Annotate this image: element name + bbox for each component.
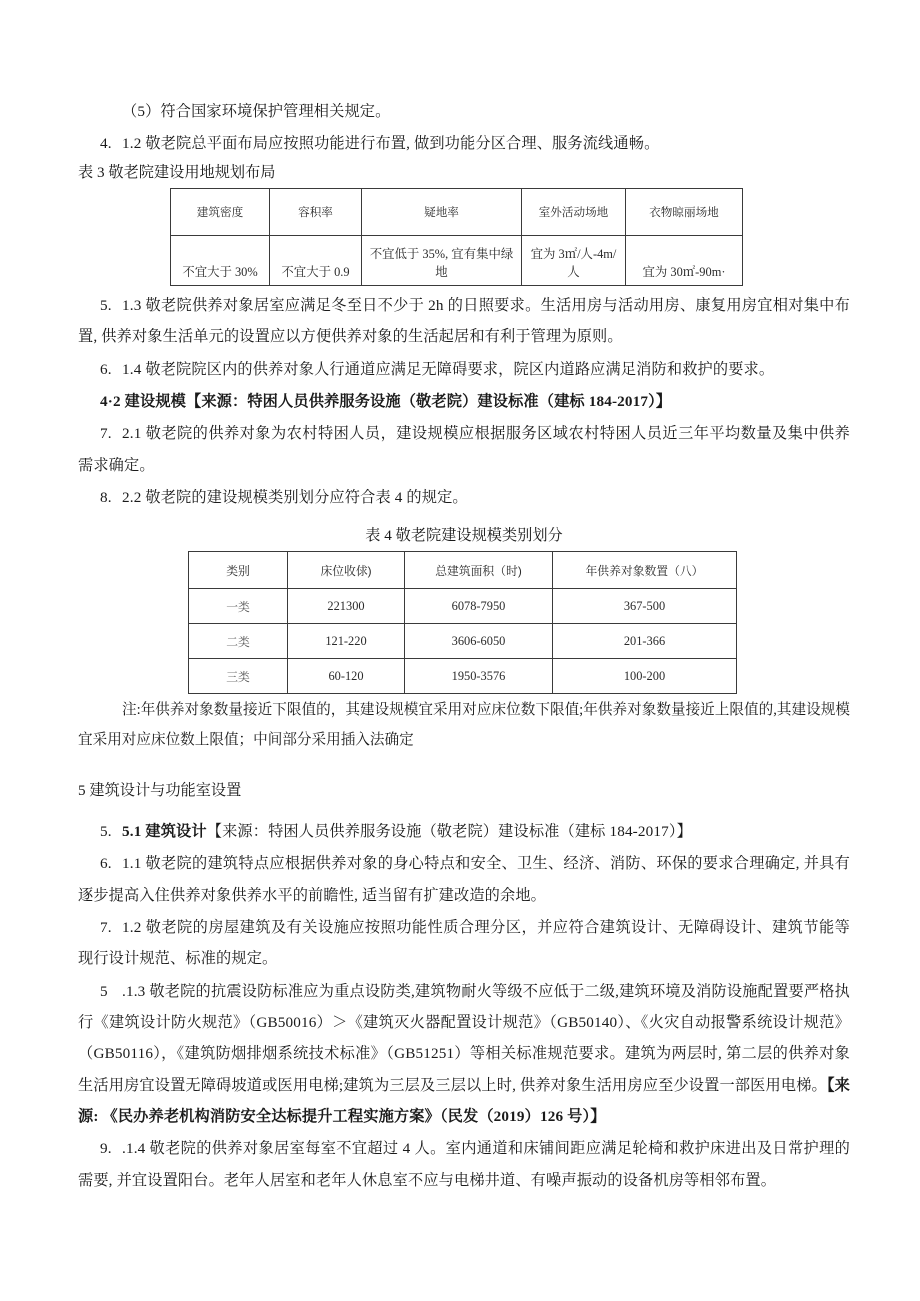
heading-source: 【来源：特困人员供养服务设施（敬老院）建设标准（建标 184-2017）】 xyxy=(186,392,672,410)
table-header-total-floor-area: 总建筑面积（时) xyxy=(405,552,553,589)
spacer xyxy=(78,514,850,524)
table-cell-outdoor-area: 宜为 3㎡/人-4m/人 xyxy=(522,235,626,285)
table-cell-category: 三类 xyxy=(189,659,288,694)
heading-5-1-architecture-design xyxy=(78,816,850,847)
table-cell-area: 1950-3576 xyxy=(405,659,553,694)
table-row xyxy=(189,659,737,694)
table-header-annual-persons: 年供养对象数置（八） xyxy=(553,552,737,589)
table-cell-persons: 201-366 xyxy=(553,624,737,659)
paragraph-text: 1.1 敬老院的建筑特点应根据供养对象的身心特点和安全、卫生、经济、消防、环保的要求合理确定, 并具有逐步提高入住供养对象供养水平的前瞻性, 适当留有扩建改造的余地。 xyxy=(78,855,850,904)
table-cell-beds: 121-220 xyxy=(288,624,405,659)
paragraph-text: .1.3 敬老院的抗震设防标准应为重点设防类,建筑物耐火等级不应低于二级,建筑环境及消防设施配置要严格执行《建筑设计防火规范》（GB50016）＞《建筑灭火器配置设计规范》（GB50140）、《火灾自动报警系统设计规范》（GB50116），《建筑防烟排烟系统技术标准》（GB51251）等相关标准规范要求。建筑为两层时, 第二层的供养对象生活用房宜设置无障碍坡道或医用电梯;建筑为三层及三层以上时, 供养对象生活用房应至少设置一部医用电梯。 xyxy=(78,982,850,1094)
paragraph-text: 1.3 敬老院供养对象居室应满足冬至日不少于 2h 的日照要求。生活用房与活动用房、康复用房宜相对集中布置, 供养对象生活单元的设置应以方便供养对象的生活起居和有利于管理为原则。 xyxy=(78,296,850,346)
paragraph-4-1-2 xyxy=(78,128,850,159)
paragraph-5-1-3-fire-safety xyxy=(78,976,850,1133)
table-cell-drying-area: 宜为 30㎡-90m· xyxy=(626,235,743,285)
table-cell-category: 一类 xyxy=(189,589,288,624)
page-content xyxy=(78,96,850,1197)
table-cell-beds: 60-120 xyxy=(288,659,405,694)
list-number: 5. xyxy=(100,823,112,841)
table-row xyxy=(189,624,737,659)
heading-prefix: 4·2 建设规模 xyxy=(100,392,186,410)
paragraph-text: 1.4 敬老院院区内的供养对象人行通道应满足无障碍要求，院区内道路应满足消防和救护的要求。 xyxy=(122,360,775,378)
table-row xyxy=(171,235,743,285)
table-cell-plot-ratio: 不宜大于 0.9 xyxy=(270,235,362,285)
paragraph-7-1-2 xyxy=(78,912,850,975)
paragraph-text: 1.2 敬老院的房屋建筑及有关设施应按照功能性质合理分区，并应符合建筑设计、无障碍设计、建筑节能等现行设计规范、标准的规定。 xyxy=(78,919,850,968)
paragraph-7-2-1 xyxy=(78,418,850,481)
table-cell-building-density: 不宜大于 30% xyxy=(171,235,270,285)
heading-label: 5.1 建筑设计 xyxy=(122,823,207,841)
table3-caption: 表 3 敬老院建设用地规划布局 xyxy=(78,163,276,181)
paragraph-5-1-3 xyxy=(78,290,850,353)
list-number: 4. xyxy=(100,135,112,153)
table-row-header xyxy=(171,188,743,235)
paragraph-9-1-4 xyxy=(78,1133,850,1196)
list-number: 7. xyxy=(100,919,112,937)
paragraph-text: 1.2 敬老院总平面布局应按照功能进行布置, 做到功能分区合理、服务流线通畅。 xyxy=(122,135,660,153)
table-land-use-planning xyxy=(170,188,743,286)
table-header-green-ratio: 疑地率 xyxy=(362,188,522,235)
table-header-plot-ratio: 容积率 xyxy=(270,188,362,235)
spacer xyxy=(78,755,850,775)
table-header-building-density: 建筑密度 xyxy=(171,188,270,235)
paragraph-text: 2.1 敬老院的供养对象为农村特困人员，建设规模应根据服务区域农村特困人员近三年平均数量及集中供养需求确定。 xyxy=(78,425,850,474)
table-header-category: 类别 xyxy=(189,552,288,589)
paragraph-8-2-2 xyxy=(78,482,850,513)
paragraph-6-1-4 xyxy=(78,354,850,385)
paragraph-source: 【来源: 《民办养老机构消防安全达标提升工程实施方案》（民发（2019）126 号）】 xyxy=(78,1076,851,1125)
table-construction-scale xyxy=(188,551,737,694)
list-number: 7. xyxy=(100,425,112,443)
table4-caption: 表 4 敬老院建设规模类别划分 xyxy=(365,527,563,545)
paragraph-text: 2.2 敬老院的建设规模类别划分应符合表 4 的规定。 xyxy=(122,488,468,506)
list-number: 8. xyxy=(100,488,112,506)
list-number: 5 xyxy=(100,982,108,1000)
table-cell-category: 二类 xyxy=(189,624,288,659)
table-cell-persons: 367-500 xyxy=(553,589,737,624)
heading-4-2-construction-scale xyxy=(78,386,850,417)
table-header-bed-count: 床位收俅) xyxy=(288,552,405,589)
spacer xyxy=(78,806,850,816)
table-cell-green-ratio: 不宜低于 35%, 宜有集中绿地 xyxy=(362,235,522,285)
table-cell-persons: 100-200 xyxy=(553,659,737,694)
table4-note xyxy=(78,696,850,754)
table-cell-beds: 221300 xyxy=(288,589,405,624)
paragraph-environment: （5）符合国家环境保护管理相关规定。 xyxy=(122,103,391,120)
table4-note-text: 注:年供养对象数量接近下限值的，其建设规模宜采用对应床位数下限值;年供养对象数量接近上限值的,其建设规模宜采用对应床位数上限值；中间部分采用插入法确定 xyxy=(78,702,850,748)
heading-5-architecture-design: 5 建筑设计与功能室设置 xyxy=(78,781,242,799)
table-header-outdoor-area: 室外活动场地 xyxy=(522,188,626,235)
table-row xyxy=(189,589,737,624)
heading-source: 【来源：特困人员供养服务设施（敬老院）建设标准（建标 184-2017）】 xyxy=(206,823,692,841)
table-header-drying-area: 衣物晾丽场地 xyxy=(626,188,743,235)
list-number: 6. xyxy=(100,360,112,378)
list-number: 9. xyxy=(100,1140,112,1158)
table-cell-area: 3606-6050 xyxy=(405,624,553,659)
paragraph-text: .1.4 敬老院的供养对象居室每室不宜超过 4 人。室内通道和床铺间距应满足轮椅和救护床进出及日常护理的需要, 并宜设置阳台。老年人居室和老年人休息室不应与电梯井道、有噪声振动的设备机房等相邻布置。 xyxy=(78,1140,850,1189)
table-row-header xyxy=(189,552,737,589)
list-number: 5. xyxy=(100,296,112,314)
paragraph-6-1-1 xyxy=(78,848,850,911)
list-number: 6. xyxy=(100,855,112,873)
table-cell-area: 6078-7950 xyxy=(405,589,553,624)
